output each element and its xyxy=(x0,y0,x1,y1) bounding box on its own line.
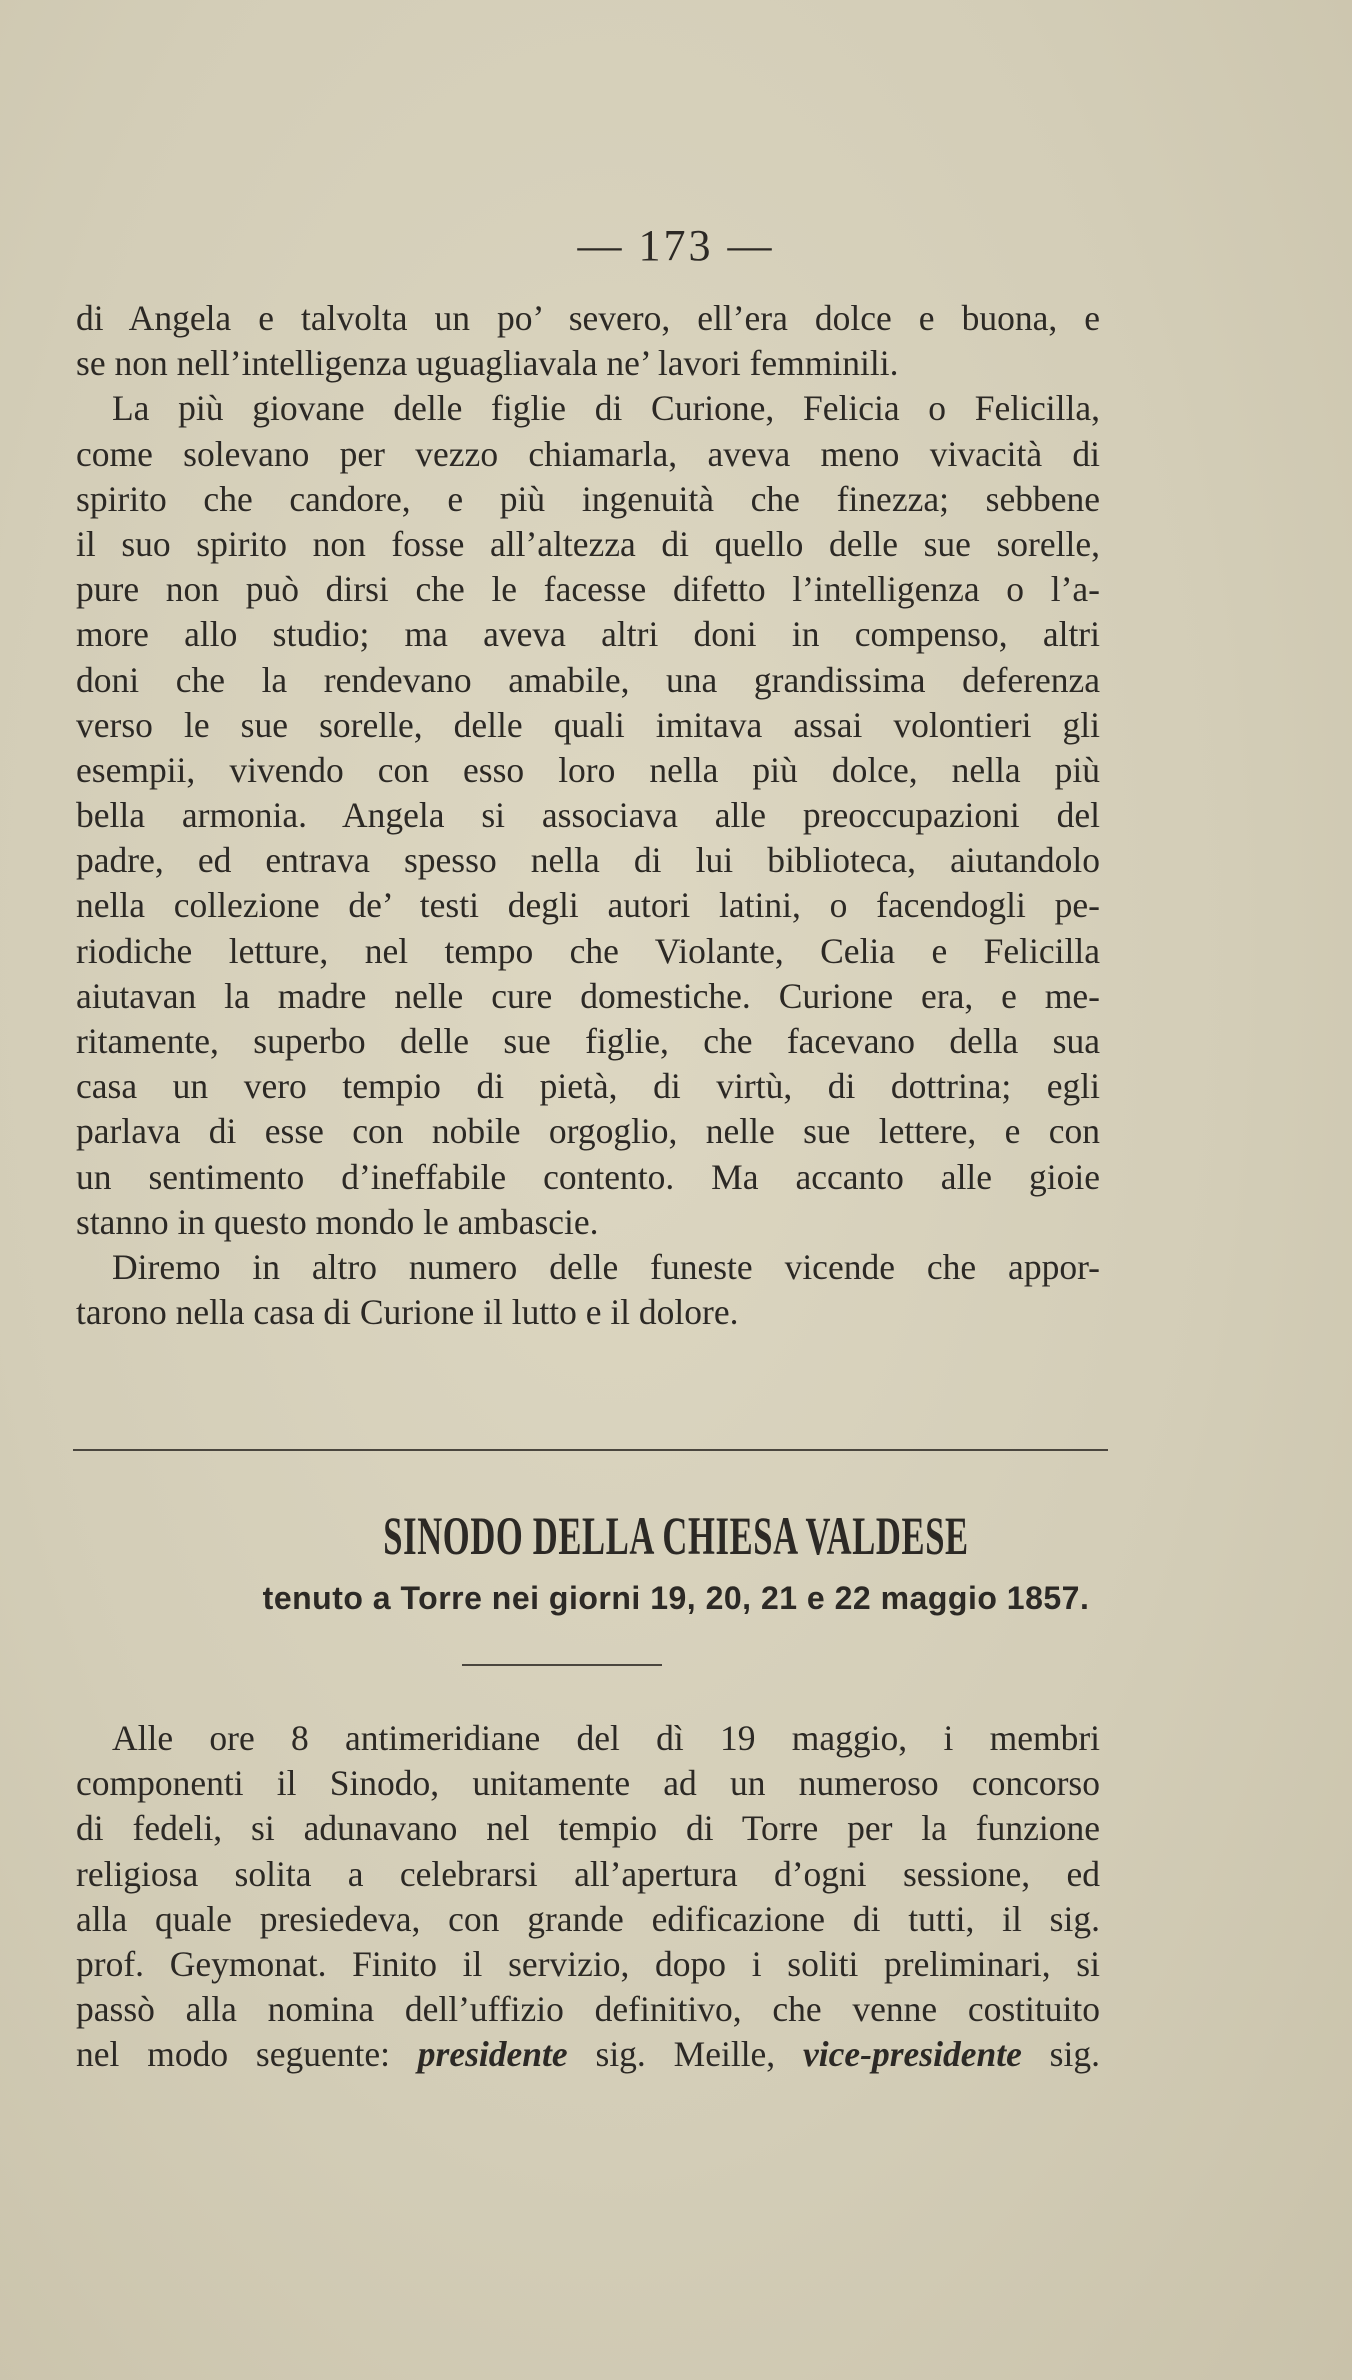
text-line: doni che la rendevano amabile, una grandissima deferenza xyxy=(76,659,1100,700)
italic-term-presidente: presidente xyxy=(417,2034,568,2075)
text-line: padre, ed entrava spesso nella di lui biblioteca, aiutandolo xyxy=(76,840,1100,881)
text-line: stanno in questo mondo le ambascie. xyxy=(76,1201,599,1242)
text-line: il suo spirito non fosse all’altezza di quello delle sue sorelle, xyxy=(76,523,1100,564)
paragraph-2 xyxy=(76,386,1100,1245)
text-run: sig. Meille, xyxy=(567,2034,804,2075)
text-line: parlava di esse con nobile orgoglio, nelle sue lettere, e con xyxy=(76,1111,1100,1152)
text-run: nel modo seguente: xyxy=(76,2034,418,2075)
text-line: verso le sue sorelle, delle quali imitava assai volontieri gli xyxy=(76,704,1100,745)
page-number: — 173 — xyxy=(577,221,775,270)
text-line: spirito che candore, e più ingenuità che finezza; sebbene xyxy=(76,478,1100,519)
paragraph-1 xyxy=(76,296,1100,386)
text-line: come solevano per vezzo chiamarla, aveva meno vivacità di xyxy=(76,433,1100,474)
text-line: di Angela e talvolta un po’ severo, ell’era dolce e buona, e xyxy=(76,298,1100,338)
text-line: tarono nella casa di Curione il lutto e il dolore. xyxy=(76,1292,739,1333)
section-divider xyxy=(73,1449,1108,1451)
text-line: La più giovane delle figlie di Curione, Felicia o Felicilla, xyxy=(112,388,1100,429)
text-line: se non nell’intelligenza uguagliavala ne’ lavori femminili. xyxy=(76,343,899,384)
text-block-bottom xyxy=(76,1716,1100,2078)
text-line: pure non può dirsi che le facesse difetto l’intelligenza o l’a- xyxy=(76,569,1100,610)
text-line: esempii, vivendo con esso loro nella più dolce, nella più xyxy=(76,749,1100,790)
text-line-last xyxy=(76,2032,1100,2077)
text-line: un sentimento d’ineffabile contento. Ma accanto alle gioie xyxy=(76,1156,1100,1197)
section-title: SINODO DELLA CHIESA VALDESE xyxy=(383,1506,969,1566)
text-line: di fedeli, si adunavano nel tempio di Torre per la funzione xyxy=(76,1808,1100,1849)
text-line: passò alla nomina dell’uffizio definitivo, che venne costituito xyxy=(76,1989,1100,2030)
text-line: Alle ore 8 antimeridiane del dì 19 maggio, i membri xyxy=(112,1718,1100,1758)
text-line: more allo studio; ma aveva altri doni in compenso, altri xyxy=(76,614,1100,655)
text-line: Diremo in altro numero delle funeste vicende che appor- xyxy=(112,1246,1100,1287)
text-line: religiosa solita a celebrarsi all’apertura d’ogni sessione, ed xyxy=(76,1853,1100,1894)
text-line: ritamente, superbo delle sue figlie, che facevano della sua xyxy=(76,1021,1100,1061)
paragraph-4 xyxy=(76,1716,1100,2078)
text-line: aiutavan la madre nelle cure domestiche. Curione era, e me- xyxy=(76,975,1100,1016)
text-line: componenti il Sinodo, unitamente ad un numeroso concorso xyxy=(76,1763,1100,1804)
italic-term-vice-presidente: vice-presidente xyxy=(803,2034,1022,2075)
text-line: prof. Geymonat. Finito il servizio, dopo i soliti preliminari, si xyxy=(76,1943,1100,1984)
text-line: bella armonia. Angela si associava alle preoccupazioni del xyxy=(76,795,1100,836)
text-run: sig. xyxy=(1021,2034,1100,2075)
text-block-top xyxy=(76,296,1100,1335)
text-line: casa un vero tempio di pietà, di virtù, di dottrina; egli xyxy=(76,1066,1100,1107)
section-subtitle: tenuto a Torre nei giorni 19, 20, 21 e 22 maggio 1857. xyxy=(262,1580,1090,1616)
title-underline xyxy=(462,1664,662,1666)
text-line: riodiche letture, nel tempo che Violante, Celia e Felicilla xyxy=(76,930,1100,971)
text-line: alla quale presiedeva, con grande edificazione di tutti, il sig. xyxy=(76,1898,1100,1939)
paragraph-3 xyxy=(76,1245,1100,1335)
text-line: nella collezione de’ testi degli autori latini, o facendogli pe- xyxy=(76,885,1100,926)
